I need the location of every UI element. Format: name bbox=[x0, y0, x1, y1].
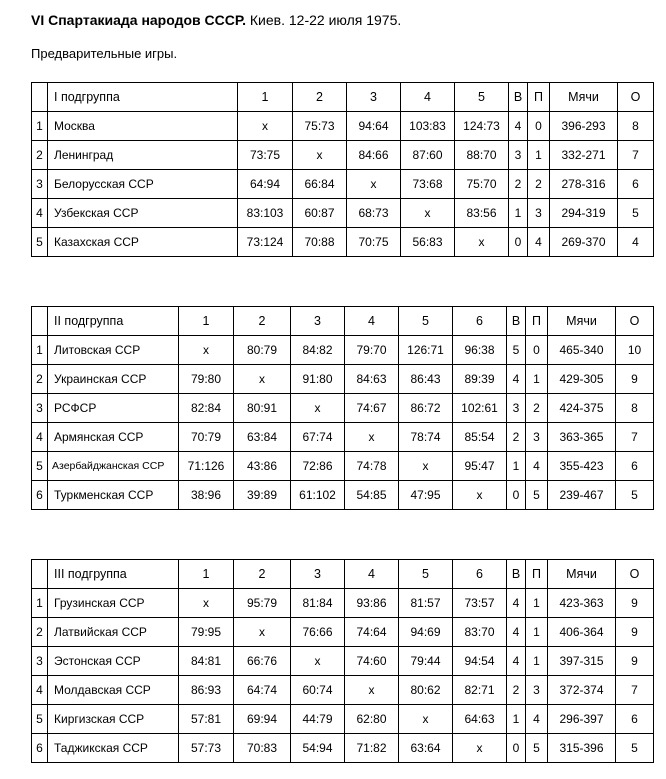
row-number: 1 bbox=[32, 336, 48, 365]
group-3-table bbox=[31, 559, 654, 763]
wins-cell: 1 bbox=[509, 199, 528, 228]
losses-cell: 4 bbox=[528, 228, 550, 257]
score-cell: 94:64 bbox=[347, 112, 401, 141]
score-cell: 86:93 bbox=[179, 676, 234, 705]
wins-cell: 2 bbox=[507, 423, 526, 452]
score-cell: 79:80 bbox=[179, 365, 234, 394]
score-cell: x bbox=[234, 618, 291, 647]
points-cell: 7 bbox=[616, 676, 654, 705]
score-cell: 96:38 bbox=[453, 336, 507, 365]
row-number: 6 bbox=[32, 481, 48, 510]
column-header: 6 bbox=[453, 307, 507, 336]
score-cell: x bbox=[291, 647, 345, 676]
column-header: 5 bbox=[399, 307, 453, 336]
score-cell: 87:60 bbox=[401, 141, 455, 170]
table-row bbox=[32, 423, 654, 452]
column-header: 2 bbox=[234, 307, 291, 336]
balls-cell: 397-315 bbox=[548, 647, 616, 676]
balls-cell: 363-365 bbox=[548, 423, 616, 452]
score-cell: x bbox=[179, 336, 234, 365]
losses-cell: 1 bbox=[526, 618, 548, 647]
score-cell: x bbox=[399, 705, 453, 734]
column-header: 1 bbox=[238, 83, 293, 112]
losses-cell: 1 bbox=[526, 365, 548, 394]
points-cell: 6 bbox=[616, 452, 654, 481]
balls-cell: 332-271 bbox=[550, 141, 618, 170]
table-row bbox=[32, 199, 654, 228]
losses-cell: 0 bbox=[528, 112, 550, 141]
balls-cell: 296-397 bbox=[548, 705, 616, 734]
score-cell: x bbox=[455, 228, 509, 257]
losses-cell: 3 bbox=[528, 199, 550, 228]
score-cell: x bbox=[345, 423, 399, 452]
score-cell: 80:62 bbox=[399, 676, 453, 705]
team-name: Таджикская ССР bbox=[48, 734, 179, 763]
score-cell: x bbox=[453, 734, 507, 763]
row-number: 1 bbox=[32, 589, 48, 618]
team-name: Литовская ССР bbox=[48, 336, 179, 365]
column-header: 5 bbox=[399, 560, 453, 589]
row-number: 6 bbox=[32, 734, 48, 763]
score-cell: 73:75 bbox=[238, 141, 293, 170]
balls-cell: 269-370 bbox=[550, 228, 618, 257]
score-cell: 47:95 bbox=[399, 481, 453, 510]
column-header: 3 bbox=[347, 83, 401, 112]
points-cell: 5 bbox=[616, 481, 654, 510]
score-cell: 88:70 bbox=[455, 141, 509, 170]
group-name: III подгруппа bbox=[48, 560, 179, 589]
score-cell: 84:81 bbox=[179, 647, 234, 676]
score-cell: 72:86 bbox=[291, 452, 345, 481]
score-cell: 78:74 bbox=[399, 423, 453, 452]
balls-header: Мячи bbox=[548, 307, 616, 336]
score-cell: 82:84 bbox=[179, 394, 234, 423]
score-cell: 74:67 bbox=[345, 394, 399, 423]
score-cell: x bbox=[399, 452, 453, 481]
team-name: Эстонская ССР bbox=[48, 647, 179, 676]
score-cell: 70:83 bbox=[234, 734, 291, 763]
title-rest: Киев. 12-22 июля 1975. bbox=[246, 12, 402, 28]
row-number: 5 bbox=[32, 705, 48, 734]
team-name: Украинская ССР bbox=[48, 365, 179, 394]
group-1-table bbox=[31, 82, 654, 257]
team-name: Москва bbox=[48, 112, 238, 141]
losses-cell: 4 bbox=[526, 452, 548, 481]
row-number: 3 bbox=[32, 647, 48, 676]
points-cell: 8 bbox=[618, 112, 654, 141]
losses-cell: 2 bbox=[526, 394, 548, 423]
losses-cell: 1 bbox=[528, 141, 550, 170]
score-cell: 86:72 bbox=[399, 394, 453, 423]
points-header: О bbox=[618, 83, 654, 112]
losses-cell: 3 bbox=[526, 676, 548, 705]
balls-cell: 465-340 bbox=[548, 336, 616, 365]
score-cell: 93:86 bbox=[345, 589, 399, 618]
column-header: 1 bbox=[179, 307, 234, 336]
table-row bbox=[32, 618, 654, 647]
losses-cell: 3 bbox=[526, 423, 548, 452]
score-cell: 60:87 bbox=[293, 199, 347, 228]
score-cell: x bbox=[293, 141, 347, 170]
table-row bbox=[32, 481, 654, 510]
page-subtitle: Предварительные игры. bbox=[31, 46, 178, 61]
score-cell: 79:70 bbox=[345, 336, 399, 365]
losses-cell: 0 bbox=[526, 336, 548, 365]
column-header: 4 bbox=[345, 560, 399, 589]
column-header: 6 bbox=[453, 560, 507, 589]
wins-cell: 3 bbox=[509, 141, 528, 170]
score-cell: x bbox=[347, 170, 401, 199]
points-cell: 4 bbox=[618, 228, 654, 257]
team-name: Белорусская ССР bbox=[48, 170, 238, 199]
score-cell: 43:86 bbox=[234, 452, 291, 481]
score-cell: 57:81 bbox=[179, 705, 234, 734]
column-header: 4 bbox=[401, 83, 455, 112]
table-header-row bbox=[32, 307, 654, 336]
points-cell: 9 bbox=[616, 589, 654, 618]
row-number: 5 bbox=[32, 452, 48, 481]
score-cell: 73:68 bbox=[401, 170, 455, 199]
score-cell: 74:64 bbox=[345, 618, 399, 647]
score-cell: x bbox=[234, 365, 291, 394]
score-cell: 95:47 bbox=[453, 452, 507, 481]
score-cell: 79:95 bbox=[179, 618, 234, 647]
score-cell: 62:80 bbox=[345, 705, 399, 734]
score-cell: x bbox=[453, 481, 507, 510]
points-cell: 5 bbox=[618, 199, 654, 228]
team-name: Грузинская ССР bbox=[48, 589, 179, 618]
score-cell: x bbox=[238, 112, 293, 141]
score-cell: 85:54 bbox=[453, 423, 507, 452]
score-cell: 67:74 bbox=[291, 423, 345, 452]
score-cell: 74:60 bbox=[345, 647, 399, 676]
column-header: 5 bbox=[455, 83, 509, 112]
score-cell: 80:91 bbox=[234, 394, 291, 423]
table-row bbox=[32, 141, 654, 170]
score-cell: 71:126 bbox=[179, 452, 234, 481]
balls-cell: 315-396 bbox=[548, 734, 616, 763]
score-cell: 126:71 bbox=[399, 336, 453, 365]
score-cell: 89:39 bbox=[453, 365, 507, 394]
score-cell: 124:73 bbox=[455, 112, 509, 141]
losses-cell: 2 bbox=[528, 170, 550, 199]
table-row bbox=[32, 336, 654, 365]
row-number: 3 bbox=[32, 170, 48, 199]
wins-cell: 1 bbox=[507, 452, 526, 481]
team-name: Туркменская ССР bbox=[48, 481, 179, 510]
losses-cell: 1 bbox=[526, 589, 548, 618]
score-cell: 63:64 bbox=[399, 734, 453, 763]
score-cell: 86:43 bbox=[399, 365, 453, 394]
team-name: Армянская ССР bbox=[48, 423, 179, 452]
wins-cell: 3 bbox=[507, 394, 526, 423]
column-header: 2 bbox=[234, 560, 291, 589]
score-cell: 64:63 bbox=[453, 705, 507, 734]
points-cell: 6 bbox=[616, 705, 654, 734]
balls-header: Мячи bbox=[548, 560, 616, 589]
wins-cell: 2 bbox=[509, 170, 528, 199]
score-cell: 84:82 bbox=[291, 336, 345, 365]
score-cell: 94:69 bbox=[399, 618, 453, 647]
score-cell: 54:85 bbox=[345, 481, 399, 510]
table-header-row bbox=[32, 83, 654, 112]
balls-cell: 278-316 bbox=[550, 170, 618, 199]
wins-cell: 5 bbox=[507, 336, 526, 365]
table-row bbox=[32, 647, 654, 676]
row-number: 5 bbox=[32, 228, 48, 257]
score-cell: x bbox=[291, 394, 345, 423]
header-blank-cell bbox=[32, 560, 48, 589]
points-header: О bbox=[616, 560, 654, 589]
balls-header: Мячи bbox=[550, 83, 618, 112]
score-cell: 91:80 bbox=[291, 365, 345, 394]
wins-cell: 1 bbox=[507, 705, 526, 734]
losses-cell: 1 bbox=[526, 647, 548, 676]
score-cell: 68:73 bbox=[347, 199, 401, 228]
score-cell: 83:56 bbox=[455, 199, 509, 228]
table-row bbox=[32, 589, 654, 618]
wins-cell: 4 bbox=[507, 589, 526, 618]
team-name: Ленинград bbox=[48, 141, 238, 170]
team-name: Узбекская ССР bbox=[48, 199, 238, 228]
score-cell: 84:66 bbox=[347, 141, 401, 170]
score-cell: 71:82 bbox=[345, 734, 399, 763]
column-header: 4 bbox=[345, 307, 399, 336]
table-row bbox=[32, 676, 654, 705]
losses-cell: 5 bbox=[526, 481, 548, 510]
team-name: Киргизская ССР bbox=[48, 705, 179, 734]
wins-cell: 4 bbox=[507, 647, 526, 676]
team-name: Азербайджанская ССР bbox=[48, 452, 179, 481]
points-cell: 10 bbox=[616, 336, 654, 365]
score-cell: 80:79 bbox=[234, 336, 291, 365]
table-row bbox=[32, 170, 654, 199]
score-cell: 61:102 bbox=[291, 481, 345, 510]
score-cell: 57:73 bbox=[179, 734, 234, 763]
score-cell: 66:76 bbox=[234, 647, 291, 676]
column-header: 1 bbox=[179, 560, 234, 589]
table-row bbox=[32, 452, 654, 481]
score-cell: 38:96 bbox=[179, 481, 234, 510]
row-number: 1 bbox=[32, 112, 48, 141]
score-cell: 70:79 bbox=[179, 423, 234, 452]
score-cell: 63:84 bbox=[234, 423, 291, 452]
team-name: РСФСР bbox=[48, 394, 179, 423]
wins-cell: 4 bbox=[507, 618, 526, 647]
score-cell: 66:84 bbox=[293, 170, 347, 199]
points-cell: 8 bbox=[616, 394, 654, 423]
score-cell: 81:84 bbox=[291, 589, 345, 618]
score-cell: 70:88 bbox=[293, 228, 347, 257]
wins-cell: 0 bbox=[507, 734, 526, 763]
column-header: 2 bbox=[293, 83, 347, 112]
table-row bbox=[32, 112, 654, 141]
balls-cell: 406-364 bbox=[548, 618, 616, 647]
score-cell: 73:57 bbox=[453, 589, 507, 618]
row-number: 2 bbox=[32, 618, 48, 647]
row-number: 4 bbox=[32, 676, 48, 705]
points-cell: 5 bbox=[616, 734, 654, 763]
balls-cell: 355-423 bbox=[548, 452, 616, 481]
balls-cell: 424-375 bbox=[548, 394, 616, 423]
losses-cell: 4 bbox=[526, 705, 548, 734]
wins-header: В bbox=[509, 83, 528, 112]
score-cell: 75:73 bbox=[293, 112, 347, 141]
group-2-table bbox=[31, 306, 654, 510]
points-cell: 9 bbox=[616, 647, 654, 676]
column-header: 3 bbox=[291, 560, 345, 589]
score-cell: 102:61 bbox=[453, 394, 507, 423]
score-cell: 83:103 bbox=[238, 199, 293, 228]
wins-header: В bbox=[507, 560, 526, 589]
row-number: 4 bbox=[32, 199, 48, 228]
score-cell: 82:71 bbox=[453, 676, 507, 705]
header-blank-cell bbox=[32, 307, 48, 336]
losses-header: П bbox=[526, 307, 548, 336]
table-row bbox=[32, 734, 654, 763]
row-number: 2 bbox=[32, 141, 48, 170]
score-cell: 94:54 bbox=[453, 647, 507, 676]
losses-cell: 5 bbox=[526, 734, 548, 763]
points-cell: 9 bbox=[616, 365, 654, 394]
table-row bbox=[32, 705, 654, 734]
wins-cell: 2 bbox=[507, 676, 526, 705]
score-cell: 79:44 bbox=[399, 647, 453, 676]
balls-cell: 423-363 bbox=[548, 589, 616, 618]
table-row bbox=[32, 365, 654, 394]
title-bold: VI Спартакиада народов СССР. bbox=[31, 12, 246, 28]
group-name: II подгруппа bbox=[48, 307, 179, 336]
score-cell: x bbox=[179, 589, 234, 618]
team-name: Молдавская ССР bbox=[48, 676, 179, 705]
score-cell: 81:57 bbox=[399, 589, 453, 618]
team-name: Казахская ССР bbox=[48, 228, 238, 257]
losses-header: П bbox=[528, 83, 550, 112]
points-header: О bbox=[616, 307, 654, 336]
balls-cell: 294-319 bbox=[550, 199, 618, 228]
balls-cell: 239-467 bbox=[548, 481, 616, 510]
score-cell: 74:78 bbox=[345, 452, 399, 481]
score-cell: 64:74 bbox=[234, 676, 291, 705]
table-row bbox=[32, 228, 654, 257]
wins-cell: 0 bbox=[509, 228, 528, 257]
points-cell: 9 bbox=[616, 618, 654, 647]
score-cell: 95:79 bbox=[234, 589, 291, 618]
score-cell: 69:94 bbox=[234, 705, 291, 734]
score-cell: 64:94 bbox=[238, 170, 293, 199]
score-cell: x bbox=[401, 199, 455, 228]
column-header: 3 bbox=[291, 307, 345, 336]
wins-header: В bbox=[507, 307, 526, 336]
points-cell: 6 bbox=[618, 170, 654, 199]
points-cell: 7 bbox=[616, 423, 654, 452]
score-cell: 39:89 bbox=[234, 481, 291, 510]
row-number: 3 bbox=[32, 394, 48, 423]
table-row bbox=[32, 394, 654, 423]
wins-cell: 4 bbox=[509, 112, 528, 141]
score-cell: 56:83 bbox=[401, 228, 455, 257]
row-number: 2 bbox=[32, 365, 48, 394]
score-cell: 84:63 bbox=[345, 365, 399, 394]
header-blank-cell bbox=[32, 83, 48, 112]
wins-cell: 0 bbox=[507, 481, 526, 510]
row-number: 4 bbox=[32, 423, 48, 452]
losses-header: П bbox=[526, 560, 548, 589]
group-name: I подгруппа bbox=[48, 83, 238, 112]
team-name: Латвийская ССР bbox=[48, 618, 179, 647]
score-cell: 70:75 bbox=[347, 228, 401, 257]
score-cell: 103:83 bbox=[401, 112, 455, 141]
wins-cell: 4 bbox=[507, 365, 526, 394]
points-cell: 7 bbox=[618, 141, 654, 170]
score-cell: 75:70 bbox=[455, 170, 509, 199]
balls-cell: 429-305 bbox=[548, 365, 616, 394]
balls-cell: 396-293 bbox=[550, 112, 618, 141]
page-title bbox=[31, 12, 401, 28]
score-cell: 54:94 bbox=[291, 734, 345, 763]
score-cell: 60:74 bbox=[291, 676, 345, 705]
table-header-row bbox=[32, 560, 654, 589]
score-cell: 73:124 bbox=[238, 228, 293, 257]
score-cell: 83:70 bbox=[453, 618, 507, 647]
balls-cell: 372-374 bbox=[548, 676, 616, 705]
score-cell: x bbox=[345, 676, 399, 705]
score-cell: 44:79 bbox=[291, 705, 345, 734]
score-cell: 76:66 bbox=[291, 618, 345, 647]
